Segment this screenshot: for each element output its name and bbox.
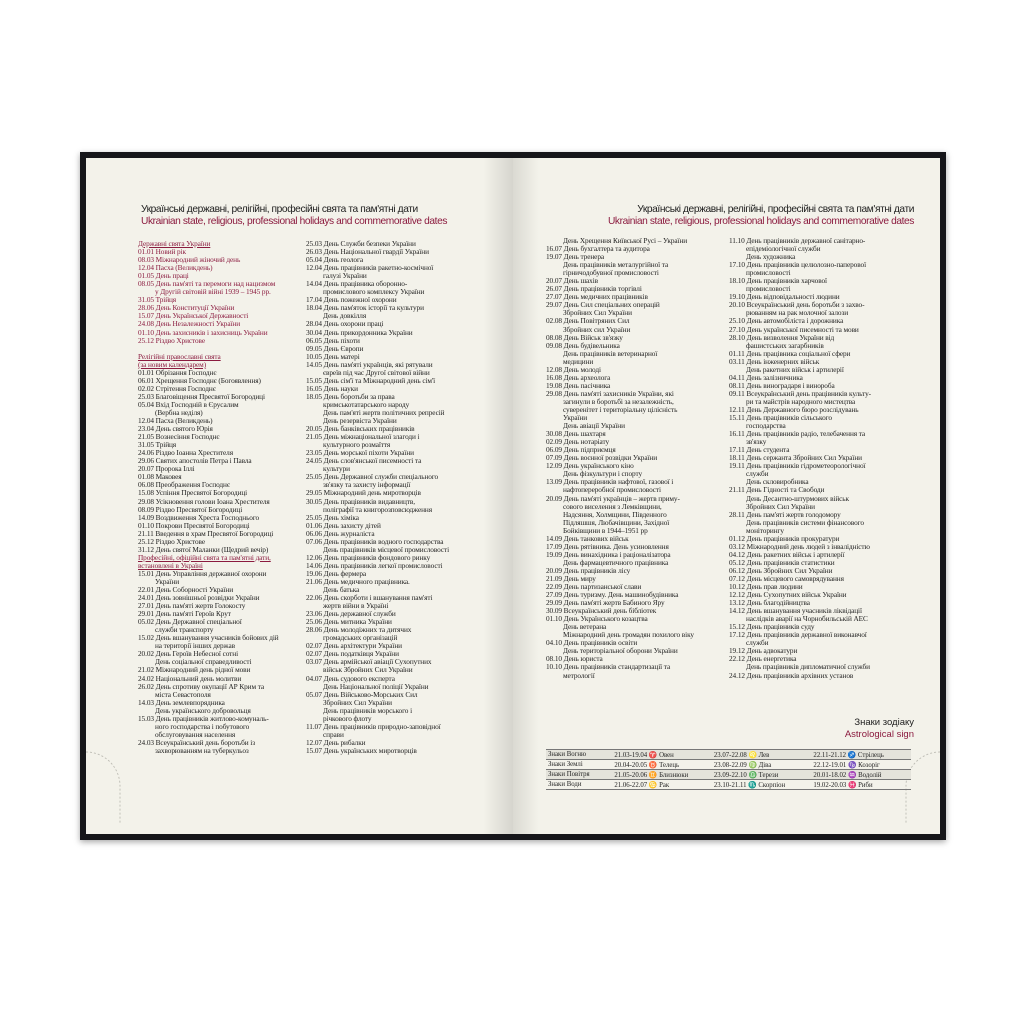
holiday-entry: 12.04 Пасха (Великдень) — [138, 264, 213, 273]
holiday-entry: 07.09 День воєнної розвідки України — [546, 454, 658, 463]
holiday-entry: Збройних Сил України — [563, 309, 632, 318]
holiday-entry: медицини — [563, 357, 594, 366]
holiday-entry: 02.07 День архітектури України — [306, 642, 402, 651]
holiday-entry: Підляшшя, Любачівщини, Західної — [563, 518, 670, 527]
zodiac-table — [546, 749, 911, 790]
holiday-entry: 29.07 День Сил спеціальних операцій — [546, 301, 660, 310]
holiday-entry: 24.12 День працівників архівних установ — [729, 671, 854, 680]
zodiac-element: Знаки Повітря — [546, 770, 612, 780]
holiday-entry: Збройних сил України — [563, 325, 631, 334]
section-heading: встановлені в Україні — [138, 561, 203, 570]
holiday-entry: День ветерана — [563, 623, 607, 632]
holiday-entry: 10.10 День працівників стандартизації та — [546, 663, 671, 672]
holiday-entry: рюванням на рак молочної залози — [746, 309, 849, 318]
section-heading: (за новим календарем) — [138, 360, 207, 369]
holiday-entry: 30.08 День шахтаря — [546, 430, 606, 439]
holiday-entry: 16.11 День працівників радіо, телебачення та — [729, 430, 866, 439]
holiday-entry: 14.05 День пам'яті українців, які рятували — [306, 360, 433, 369]
holiday-entry: 21.11 Введення в храм Пресвятої Богородиці — [138, 529, 274, 538]
holiday-entry: 05.12 День працівників статистики — [729, 558, 835, 567]
holiday-entry: Міжнародний день громадян похилого віку — [563, 631, 694, 640]
holiday-entry: Надсяння, Холмщини, Південного — [563, 510, 667, 519]
holiday-entry: гірничодобувної промисловості — [563, 269, 659, 278]
holiday-entry: громадських організацій — [323, 634, 398, 643]
holiday-entry: День скловиробника — [746, 478, 809, 487]
holiday-entry: України — [155, 577, 180, 586]
holiday-entry: зв'язку та захисту інформації — [323, 481, 411, 490]
holiday-entry: 13.12 День благодійництва — [729, 599, 810, 608]
holiday-entry: 28.11 День пам'яті жертв голодомору — [729, 510, 841, 519]
holiday-entry: річкового флоту — [323, 714, 372, 723]
holidays-column-2 — [306, 240, 491, 755]
zodiac-sign: 22.11-21.12 ♐ Стрілець — [811, 750, 911, 760]
holiday-entry: 04.11 День залізничника — [729, 373, 803, 382]
holiday-entry: метрології — [563, 671, 595, 680]
holiday-entry: обслуговування населення — [155, 730, 236, 739]
zodiac-sign: 23.09-22.10 ♎ Терези — [712, 770, 812, 780]
holiday-entry: 09.08 День будівельника — [546, 341, 620, 350]
holiday-entry: ри та майстрів народного мистецтва — [746, 397, 856, 406]
holiday-entry: 11.07 День працівників природно-заповідної — [306, 722, 441, 731]
holiday-entry: 12.04 День працівників ракетно-космічної — [306, 264, 434, 273]
holiday-entry: 21.02 Міжнародний день рідної мови — [138, 666, 251, 675]
holiday-entry: 05.04 Вхід Господній в Єрусалим — [138, 400, 239, 409]
holiday-entry: 08.11 День виноградаря і винороба — [729, 381, 835, 390]
holiday-entry: День ракетних військ і артилерії — [746, 365, 844, 374]
holiday-entry: 30.09 Всеукраїнський день бібліотек — [546, 607, 657, 616]
holiday-entry: 26.03 День Національної гвардії України — [306, 248, 429, 257]
zodiac-row — [546, 760, 911, 770]
holiday-entry: 05.02 День Державної спеціальної — [138, 618, 242, 627]
zodiac-sign: 21.03-19.04 ♈ Овен — [612, 750, 712, 760]
holiday-entry: 25.05 День хіміка — [306, 513, 359, 522]
holiday-entry: 18.11 День сержанта Збройних Сил України — [729, 454, 862, 463]
holiday-entry: 15.03 День працівників житлово-комуналь- — [138, 714, 269, 723]
holiday-entry: промислового комплексу України — [323, 288, 425, 297]
holiday-entry: 25.12 Різдво Христове — [138, 336, 206, 345]
holiday-entry: День Хрещення Київської Русі – України — [563, 237, 688, 245]
holiday-entry: День авіації України — [563, 422, 625, 431]
section-heading: Релігійні православні свята — [138, 352, 221, 361]
zodiac-element: Знаки Вогню — [546, 750, 612, 760]
holiday-entry: День фармацевтичного працівника — [563, 558, 669, 567]
holiday-entry: 20.10 Всеукраїнський день боротьби з захво- — [729, 301, 865, 310]
holiday-entry: 07.12 День місцевого самоврядування — [729, 574, 844, 583]
holiday-entry: загинули в боротьбі за незалежність, — [563, 397, 674, 406]
holiday-entry: служби — [746, 470, 769, 479]
holiday-entry: України — [563, 414, 588, 423]
holiday-entry: 08.05 День пам'яті та перемоги над нацизмом — [138, 280, 276, 289]
holiday-entry: 10.12 День прав людини — [729, 583, 803, 592]
zodiac-row — [546, 770, 911, 780]
holiday-entry: 27.09 День туризму. День машинобудівника — [546, 591, 679, 600]
holiday-entry: День територіальної оборони України — [563, 647, 678, 656]
holiday-entry — [138, 345, 310, 353]
holiday-entry: 12.07 День рибалки — [306, 738, 366, 747]
holiday-entry: 25.10 День автомобіліста і дорожника — [729, 317, 844, 326]
holiday-entry: 01.01 Новий рік — [138, 248, 186, 257]
holiday-entry: 03.11 День інженерних військ — [729, 357, 820, 366]
holiday-entry: епідеміологічної служби — [746, 245, 821, 254]
holiday-entry: кримськотатарського народу — [323, 400, 410, 409]
holiday-entry: 29.09 День пам'яті жертв Бабиного Яру — [546, 599, 665, 608]
holiday-entry: 21.05 День міжнаціональної злагоди і — [306, 433, 420, 442]
holiday-entry: 24.01 День зовнішньої розвідки України — [138, 594, 260, 603]
holiday-entry: 14.04 День працівника оборонно- — [306, 280, 408, 289]
holiday-entry: 05.04 День геолога — [306, 256, 364, 265]
holiday-entry: суверенітет і територіальну цілісність — [563, 405, 678, 414]
holiday-entry: 29.08 Усікновення голови Іоана Хрестителя — [138, 497, 270, 506]
holiday-entry: 19.06 День фермера — [306, 569, 367, 578]
holiday-entry: 15.05 День сім'ї та Міжнародний день сім'ї — [306, 376, 436, 385]
holiday-entry: День резервіста України — [323, 417, 397, 426]
holiday-entry: на території інших держав — [155, 642, 235, 651]
title-english: Ukrainian state, religious, professional holidays and commemorative dates — [141, 216, 448, 227]
holiday-entry: 22.09 День партизанської слави — [546, 583, 642, 592]
holiday-entry: 22.01 День Соборності України — [138, 586, 234, 595]
holiday-entry: жертв війни в Україні — [323, 602, 389, 611]
zodiac-title-ukrainian: Знаки зодіаку — [854, 717, 914, 728]
zodiac-row — [546, 780, 911, 790]
holiday-entry: 09.05 День Європи — [306, 344, 364, 353]
holiday-entry: 08.09 Різдво Пресвятої Богородиці — [138, 505, 243, 514]
holiday-entry: День соціальної справедливості — [155, 658, 252, 667]
holiday-entry: 01.11 День працівника соціальної сфери — [729, 349, 851, 358]
holiday-entry: 06.09 День підприємця — [546, 446, 616, 455]
holiday-entry: 06.12 День Збройних Сил України — [729, 566, 833, 575]
holiday-entry: культурного розмаїття — [323, 441, 391, 450]
holiday-entry: 20.02 День Героїв Небесної сотні — [138, 650, 239, 659]
zodiac-title — [845, 717, 914, 741]
section-heading: Державні свята України — [138, 240, 211, 248]
holiday-entry: 07.06 День працівників водного господарства — [306, 537, 444, 546]
holiday-entry: 12.08 День молоді — [546, 365, 601, 374]
holiday-entry: День довкілля — [323, 312, 367, 321]
holiday-entry: 04.07 День судового експерта — [306, 674, 395, 683]
holiday-entry: 25.03 День Служби безпеки України — [306, 240, 416, 248]
holiday-entry: 22.06 День скорботи і вшанування пам'яті — [306, 594, 433, 603]
holiday-entry: (Вербна неділя) — [155, 408, 203, 417]
holiday-entry: 02.08 День Повітряних Сил — [546, 317, 630, 326]
holiday-entry: 28.06 День молодіжних та дитячих — [306, 626, 412, 635]
holiday-entry: 24.02 Національний день молитви — [138, 674, 242, 683]
holiday-entry: 29.01 День пам'яті Героїв Крут — [138, 610, 231, 619]
holiday-entry: поліграфії та книгорозповсюдження — [323, 505, 432, 514]
holiday-entry: 21.06 День медичного працівника. — [306, 577, 410, 586]
holiday-entry: 14.09 День танкових військ — [546, 534, 629, 543]
holiday-entry: 16.05 День науки — [306, 384, 358, 393]
holiday-entry: 25.05 День Державної служби спеціального — [306, 473, 439, 482]
holiday-entry: справи — [323, 730, 344, 739]
holiday-entry: 01.10 Покрови Пресвятої Богородиці — [138, 521, 250, 530]
holiday-entry: 02.02 Стрітення Господнє — [138, 384, 216, 393]
holiday-entry: 12.12 День Сухопутних військ України — [729, 591, 847, 600]
holiday-entry: 18.05 День боротьби за права — [306, 392, 395, 401]
holiday-entry: 25.06 День митника України — [306, 618, 392, 627]
holiday-entry: 15.08 Успіння Пресвятої Богородиці — [138, 489, 248, 498]
holiday-entry: сового виселення з Лемківщини, — [563, 502, 662, 511]
holiday-entry: День пам'яті жертв політичних репресій — [323, 408, 445, 417]
holiday-entry: 12.09 День українського кіно — [546, 462, 634, 471]
holiday-entry: 16.07 День бухгалтера та аудитора — [546, 245, 650, 254]
holiday-entry: 09.11 Всеукраїнський день працівників культу- — [729, 389, 871, 398]
holiday-entry: 27.10 День української писемності та мови — [729, 325, 859, 334]
holiday-entry: 12.06 День працівників фондового ринку — [306, 553, 431, 562]
holiday-entry: 28.10 День визволення України від — [729, 333, 835, 342]
holiday-entry: 11.10 День працівників державної санітарно- — [729, 237, 866, 245]
holiday-entry: 24.03 Всеукраїнський день боротьби із — [138, 738, 255, 747]
holiday-entry: 17.09 День рятівника. День усиновлення — [546, 542, 669, 551]
holiday-entry: 12.11 День Державного бюро розслідувань — [729, 405, 859, 414]
holiday-entry: 17.11 День студента — [729, 446, 790, 455]
holiday-entry: 01.10 День захисників і захисниць України — [138, 328, 268, 337]
holiday-entry: галузі України — [323, 272, 367, 281]
holiday-entry: 15.01 День Управління державної охорони — [138, 569, 267, 578]
holiday-entry: 14.03 День землевпорядника — [138, 698, 225, 707]
holiday-entry: 23.04 День святого Юрія — [138, 425, 213, 434]
holiday-entry: 31.05 Трійця — [138, 296, 177, 305]
title-ukrainian: Українські державні, релігійні, професійні свята та пам'ятні дати — [141, 204, 418, 215]
zodiac-sign: 19.02-20.03 ♓ Риби — [811, 780, 911, 790]
holiday-entry: ного господарства і побутового — [155, 722, 250, 731]
holiday-entry: 14.06 День працівників легкої промисловості — [306, 561, 443, 570]
holiday-entry: 14.09 Воздвиження Хреста Господнього — [138, 513, 260, 522]
holiday-entry: 02.09 День нотаріату — [546, 438, 610, 447]
zodiac-sign: 23.07-22.08 ♌ Лев — [712, 750, 812, 760]
holiday-entry: 22.12 День енергетика — [729, 655, 797, 664]
holiday-entry: День Національної поліції України — [323, 682, 429, 691]
holiday-entry: наслідків аварії на Чорнобильській АЕС — [746, 615, 868, 624]
holiday-entry: 15.12 День працівників суду — [729, 623, 815, 632]
holiday-entry: 20.09 День працівників лісу — [546, 566, 631, 575]
holiday-entry: захворюванням на туберкульоз — [155, 746, 249, 755]
holiday-entry: 08.08 День Військ зв'язку — [546, 333, 623, 342]
holiday-entry: 06.06 День журналіста — [306, 529, 375, 538]
holiday-entry: фашистських загарбників — [746, 341, 824, 350]
title-ukrainian: Українські державні, релігійні, професійні свята та пам'ятні дати — [637, 204, 914, 215]
holiday-entry: 26.07 День працівників торгівлі — [546, 285, 642, 294]
holiday-entry: 01.05 День праці — [138, 272, 189, 281]
holiday-entry: 29.05 Міжнародний день миротворців — [306, 489, 421, 498]
holiday-entry: День українського добровольця — [155, 706, 251, 715]
holiday-entry: міста Севастополя — [155, 690, 211, 699]
holiday-entry: євреїв під час Другої світової війни — [323, 368, 430, 377]
holiday-entry: нафтопереробної промисловості — [563, 486, 661, 495]
holiday-entry: 31.12 День святої Маланки (Щедрий вечір) — [138, 545, 269, 554]
holiday-entry: День працівників системи фінансового — [746, 518, 864, 527]
holiday-entry: промисловості — [746, 285, 791, 294]
planner-spread — [80, 152, 946, 840]
holiday-entry: 17.04 День пожежної охорони — [306, 296, 397, 305]
holiday-entry: 21.09 День миру — [546, 574, 596, 583]
section-heading: Професійні, офіційні свята та пам'ятні дати, — [138, 553, 271, 562]
title-english: Ukrainian state, religious, professional holidays and commemorative dates — [607, 216, 914, 227]
zodiac-element: Знаки Води — [546, 780, 612, 790]
holiday-entry: 16.08 День археолога — [546, 373, 611, 382]
holiday-entry: 24.06 Різдво Іоанна Хрестителя — [138, 449, 233, 458]
zodiac-sign: 22.12-19.01 ♑ Козоріг — [811, 760, 911, 770]
holidays-column-4 — [729, 237, 919, 680]
holiday-entry: служби — [746, 639, 769, 648]
holiday-entry: 17.12 День працівників державної виконавчої — [729, 631, 867, 640]
page-gutter-shadow — [513, 158, 539, 834]
holiday-entry: культури — [323, 465, 350, 474]
holiday-entry: 24.08 День Незалежності України — [138, 320, 241, 329]
right-page — [513, 158, 940, 834]
holiday-entry: 25.12 Різдво Христове — [138, 537, 206, 546]
holiday-entry: 25.03 Благовіщення Пресвятої Богородиці — [138, 392, 265, 401]
holiday-entry: 19.10 День відповідальності людини — [729, 293, 840, 302]
holiday-entry: 01.10 День Українського козацтва — [546, 615, 648, 624]
holiday-entry: 08.03 Міжнародний жіночий день — [138, 256, 241, 265]
holiday-entry: 19.07 День тренера — [546, 253, 605, 262]
holidays-title — [608, 204, 914, 228]
holiday-entry: 27.01 День пам'яті жертв Голокосту — [138, 602, 246, 611]
holiday-entry: 21.11 День Гідності та Свободи — [729, 486, 825, 495]
holiday-entry: День Десантно-штурмових військ — [746, 494, 849, 503]
holiday-entry: 13.09 День працівників нафтової, газової і — [546, 478, 674, 487]
zodiac-element: Знаки Землі — [546, 760, 612, 770]
holiday-entry: Збройних Сил України — [323, 698, 392, 707]
holiday-entry: 03.12 Міжнародний день людей з інвалідністю — [729, 542, 870, 551]
holiday-entry: зв'язку — [746, 438, 767, 447]
holiday-entry: 17.10 День працівників целюлозно-паперової — [729, 261, 866, 270]
holiday-entry: 20.05 День банківських працівників — [306, 425, 415, 434]
zodiac-row — [546, 750, 911, 760]
holiday-entry: День працівників дипломатичної служби — [746, 663, 870, 672]
holiday-entry: День працівників місцевої промисловості — [323, 545, 450, 554]
holiday-entry: День працівників ветеринарної — [563, 349, 658, 358]
holiday-entry: 01.12 День працівників прокуратури — [729, 534, 840, 543]
holiday-entry: 20.09 День пам'яті українців – жертв приму- — [546, 494, 680, 503]
holiday-entry: 12.04 Пасха (Великдень) — [138, 417, 213, 426]
holiday-entry: 19.12 День адвокатури — [729, 647, 798, 656]
holiday-entry: 30.05 День працівників видавництв, — [306, 497, 415, 506]
holiday-entry: 14.12 День вшанування учасників ліквідації — [729, 607, 862, 616]
holiday-entry: 27.07 День медичних працівників — [546, 293, 648, 302]
holiday-entry: 10.05 День матері — [306, 352, 360, 361]
holiday-entry: 20.07 Пророка Іллі — [138, 465, 195, 474]
holiday-entry: Бойківщини в 1944–1951 рр — [563, 526, 648, 535]
holiday-entry: 06.08 Преображення Господнє — [138, 481, 230, 490]
holiday-entry: 29.06 Святих апостолів Петра і Павла — [138, 457, 252, 466]
holiday-entry: 18.10 День працівників харчової — [729, 277, 827, 286]
holiday-entry: 19.09 День винахідника і раціоналізатора — [546, 550, 671, 559]
holidays-column-3 — [546, 237, 732, 680]
zodiac-sign: 20.04-20.05 ♉ Телець — [612, 760, 712, 770]
holiday-entry: День художника — [746, 253, 796, 262]
holiday-entry: господарства — [746, 422, 786, 431]
zodiac-sign: 21.06-22.07 ♋ Рак — [612, 780, 712, 790]
holiday-entry: 30.04 День прикордонника України — [306, 328, 413, 337]
holiday-entry: День батька — [323, 586, 360, 595]
zodiac-sign: 21.05-20.06 ♊ Близнюки — [612, 770, 712, 780]
holiday-entry: 15.02 День вшанування учасників бойових дій — [138, 634, 279, 643]
holiday-entry: 19.11 День працівників гідрометеорологічної — [729, 462, 866, 471]
holiday-entry: 31.05 Трійця — [138, 441, 177, 450]
holiday-entry: День фізкультури і спорту — [563, 470, 643, 479]
holiday-entry: 05.07 День Військово-Морських Сил — [306, 690, 418, 699]
holiday-entry: 21.05 Вознесіння Господнє — [138, 433, 220, 442]
holiday-entry: військ Збройних Сил України — [323, 666, 413, 675]
holiday-entry: 04.10 День працівників освіти — [546, 639, 638, 648]
holiday-entry: 18.04 День пам'яток історії та культури — [306, 304, 424, 313]
holiday-entry: 23.06 День державної служби — [306, 610, 396, 619]
holiday-entry: служби транспорту — [155, 626, 214, 635]
holiday-entry: промисловості — [746, 269, 791, 278]
holiday-entry: 15.07 День Української Державності — [138, 312, 249, 321]
holiday-entry: 06.05 День піхоти — [306, 336, 360, 345]
holidays-column-1 — [138, 240, 310, 755]
holiday-entry: у Другій світовій війні 1939 – 1945 рр. — [155, 288, 271, 297]
holiday-entry: 08.10 День юриста — [546, 655, 603, 664]
holiday-entry: 24.05 День слов'янської писемності та — [306, 457, 422, 466]
zodiac-sign: 23.08-22.09 ♍ Діва — [712, 760, 812, 770]
holiday-entry: 01.01 Обрізання Господнє — [138, 368, 217, 377]
left-page — [86, 158, 513, 834]
holiday-entry: 28.04 День охорони праці — [306, 320, 384, 329]
holiday-entry: 15.11 День працівників сільського — [729, 414, 832, 423]
zodiac-sign: 23.10-21.11 ♏ Скорпіон — [712, 780, 812, 790]
holiday-entry: Збройних Сил України — [746, 502, 815, 511]
holiday-entry: 26.02 День спротиву окупації АР Крим та — [138, 682, 265, 691]
holiday-entry: День працівників морського і — [323, 706, 412, 715]
zodiac-title-english: Astrological sign — [844, 729, 914, 740]
holiday-entry: 23.05 День морської піхоти України — [306, 449, 414, 458]
holiday-entry: 01.06 День захисту дітей — [306, 521, 381, 530]
holiday-entry: 19.08 День пасічника — [546, 381, 611, 390]
holiday-entry: 02.07 День податківця України — [306, 650, 399, 659]
zodiac-sign: 20.01-18.02 ♒ Водолій — [811, 770, 911, 780]
holiday-entry: 20.07 День шахів — [546, 277, 598, 286]
holidays-title — [141, 204, 447, 228]
holiday-entry: моніторингу — [746, 526, 784, 535]
holiday-entry: 01.08 Маковея — [138, 473, 182, 482]
holiday-entry: 03.07 День армійської авіації Сухопутних — [306, 658, 432, 667]
holiday-entry: 04.12 День ракетних військ і артилерії — [729, 550, 845, 559]
holiday-entry: 06.01 Хрещення Господнє (Богоявлення) — [138, 376, 261, 385]
corner-ornament — [86, 744, 126, 824]
holiday-entry: День працівників металургійної та — [563, 261, 669, 270]
holiday-entry: 29.08 День пам'яті захисників України, які — [546, 389, 674, 398]
holiday-entry: 28.06 День Конституції України — [138, 304, 235, 313]
holiday-entry: 15.07 День українських миротворців — [306, 746, 417, 755]
